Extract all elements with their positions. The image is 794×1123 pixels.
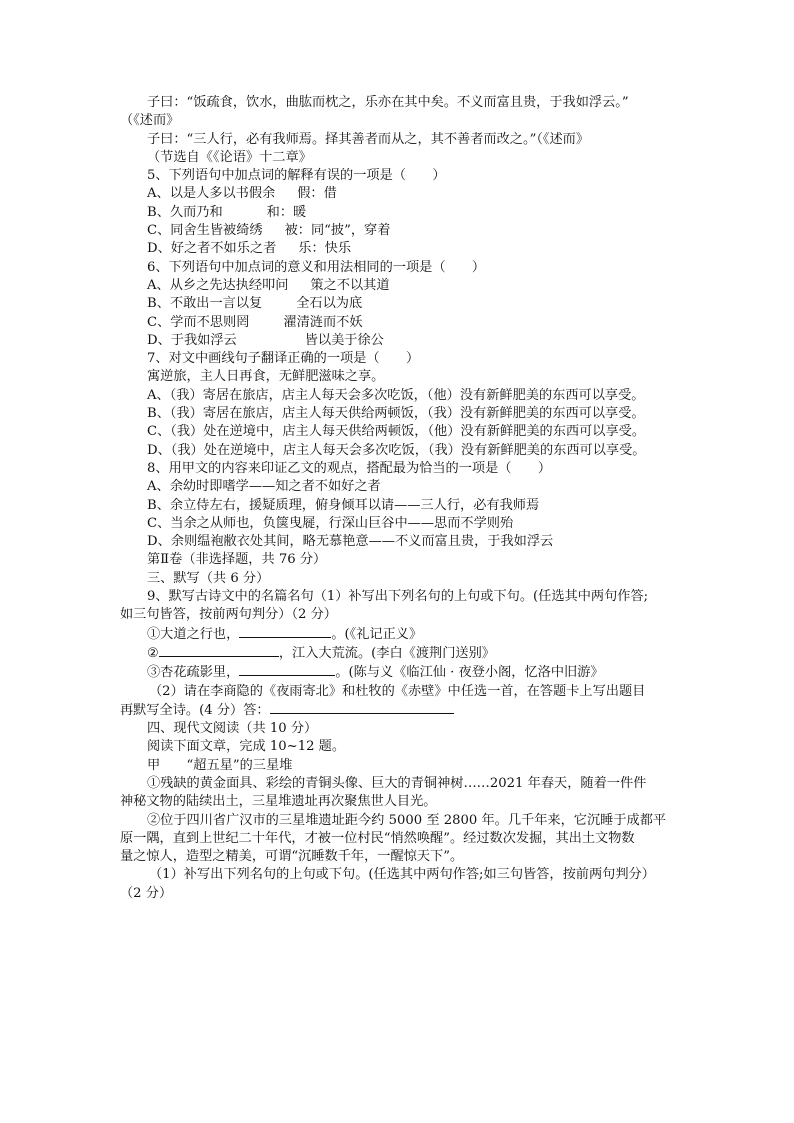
text-line: 原一隅，直到上世纪二十年代，才被一位村民“悄然唤醒”。经过数次发掘，其出土文物数 xyxy=(120,830,635,846)
text-line: 子曰：“饭疏食，饮水，曲肱而枕之，乐亦在其中矣。不义而富且贵，于我如浮云。” xyxy=(147,95,629,110)
text-line: （1）补写出下列名句的上句或下句。(任选其中两句作答;如三句皆答，按前两句判分） xyxy=(149,867,655,883)
text-line: 子曰：“三人行，必有我师焉。择其善者而从之，其不善者而改之。”（《述而》 xyxy=(147,131,590,147)
question-9: 9、默写古诗文中的名篇名句（1）补写出下列名句的上句或下句。(任选其中两句作答; xyxy=(147,589,649,605)
option-line: C、学而不思则罔 濯清涟而不妖 xyxy=(147,314,363,330)
text-line: （节选自《《论语》十二章》 xyxy=(147,149,312,165)
answer-blank[interactable] xyxy=(159,644,279,657)
option-line: C、同舍生皆被绮绣 被：同“披”，穿着 xyxy=(147,223,391,239)
text-line: （2 分） xyxy=(120,885,173,901)
text-line: 阅读下面文章，完成 10~12 题。 xyxy=(147,739,346,755)
option-line: D、于我如浮云 皆以美于徐公 xyxy=(147,332,384,348)
text-line: ②位于四川省广汉市的三星堆遗址距今约 5000 至 2800 年。几千年来，它沉睡于成都平 xyxy=(147,812,667,828)
option-line: B、久而乃和 和：暖 xyxy=(147,204,307,220)
option-line: D、（我）处在逆境中，店主人每天会多次吃饭，（我）没有新鲜肥美的东西可以享受。 xyxy=(147,442,646,458)
question-5: 5、下列语句中加点词的解释有误的一项是（ ） xyxy=(147,168,446,184)
option-line: A、余幼时即嗜学——知之者不如好之者 xyxy=(147,479,381,495)
section-heading: 四、现代文阅读（共 10 分） xyxy=(147,721,318,737)
option-line: A、以是人多以书假余 假：借 xyxy=(147,186,337,202)
section-heading: 三、默写（共 6 分） xyxy=(147,570,270,586)
text-line: （《述而》 xyxy=(120,113,180,129)
option-line: C、当余之从师也，负箧曳屣，行深山巨谷中——思而不学则殆 xyxy=(147,515,514,531)
option-line: D、好之者不如乐之者 乐：快乐 xyxy=(147,241,352,257)
answer-blank[interactable] xyxy=(239,625,331,638)
option-line: B、（我）寄居在旅店，店主人每天供给两顿饭，（我）没有新鲜肥美的东西可以享受。 xyxy=(147,406,645,422)
option-line: C、（我）处在逆境中，店主人每天供给两顿饭，（他）没有新鲜肥美的东西可以享受。 xyxy=(147,424,646,440)
option-line: B、不敢出一言以复 全石以为底 xyxy=(147,296,363,312)
fill-line: ② ，江入大荒流。(李白《渡荆门送别》 xyxy=(147,645,495,661)
text-line: （2）请在李商隐的《夜雨寄北》和杜牧的《赤壁》中任选一首，在答题卡上写出题目 xyxy=(149,683,646,699)
fill-line: 再默写全诗。(4 分）答： xyxy=(120,701,680,720)
fill-line: ①大道之行也， 。(《礼记正义》 xyxy=(147,626,423,642)
option-line: B、余立侍左右，援疑质理，俯身倾耳以请——三人行，必有我师焉 xyxy=(147,497,540,513)
text-line: 寓逆旅，主人日再食，无鲜肥滋味之享。 xyxy=(147,369,385,385)
document-body xyxy=(120,94,680,903)
article-title: 甲 “超五星”的三星堆 xyxy=(147,757,293,773)
answer-blank[interactable] xyxy=(239,663,335,676)
question-6: 6、下列语句中加点词的意义和用法相同的一项是（ ） xyxy=(147,259,486,275)
section-heading: 第Ⅱ卷（非选择题，共 76 分） xyxy=(147,552,327,568)
option-line: D、余则缊袍敝衣处其间，略无慕艳意——不义而富且贵，于我如浮云 xyxy=(147,534,554,550)
text-line: 量之惊人，造型之精美，可谓“沉睡数千年，一醒惊天下”。 xyxy=(120,849,464,865)
option-line: A、从乡之先达执经叩问 策之不以其道 xyxy=(147,277,390,293)
text-line: 神秘文物的陆续出土，三星堆遗址再次聚焦世人目光。 xyxy=(120,794,437,810)
answer-blank[interactable] xyxy=(270,701,454,714)
text-line: ①残缺的黄金面具、彩绘的青铜头像、巨大的青铜神树……2021 年春天，随着一件件 xyxy=(147,775,647,791)
text-line: 如三句皆答，按前两句判分）（2 分） xyxy=(120,607,337,623)
option-line: A、（我）寄居在旅店，店主人每天会多次吃饭，（他）没有新鲜肥美的东西可以享受。 xyxy=(147,387,645,403)
fill-line: ③杏花疏影里， 。(陈与义《临江仙 · 夜登小阁，忆洛中旧游》 xyxy=(147,665,604,681)
question-8: 8、用甲文的内容来印证乙文的观点，搭配最为恰当的一项是（ ） xyxy=(147,460,552,476)
question-7: 7、对文中画线句子翻译正确的一项是（ ） xyxy=(147,351,420,367)
